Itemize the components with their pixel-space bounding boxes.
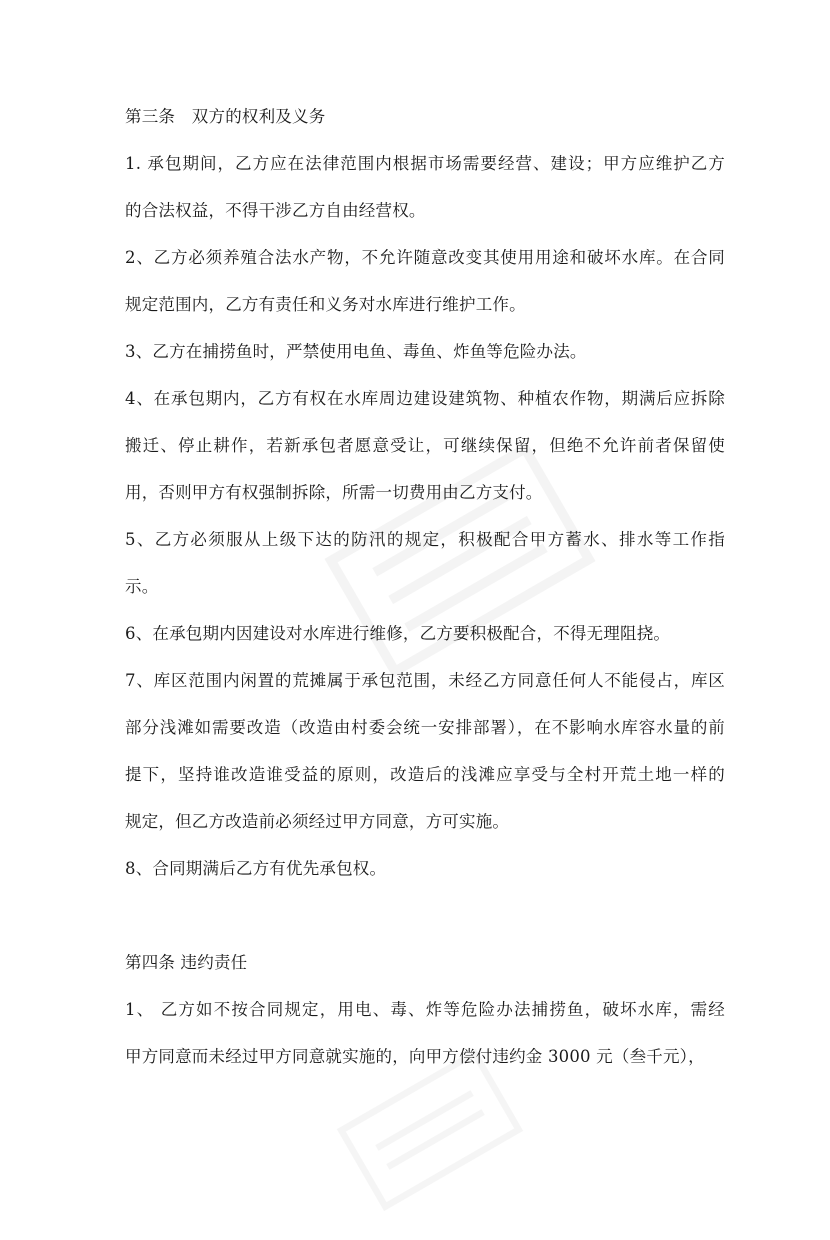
section-3-line-2: 的合法权益，不得干涉乙方自由经营权。 xyxy=(125,201,426,220)
section-3-line-7: 搬迁、停止耕作，若新承包者愿意受让，可继续保留，但绝不允许前者保留使 xyxy=(125,436,725,455)
section-3-line-16: 8、合同期满后乙方有优先承包权。 xyxy=(125,859,387,878)
section-4-heading: 第四条 违约责任 xyxy=(125,953,248,972)
section-3-line-13: 部分浅滩如需要改造（改造由村委会统一安排部署），在不影响水库容水量的前 xyxy=(125,718,725,737)
section-3-line-4: 规定范围内，乙方有责任和义务对水库进行维护工作。 xyxy=(125,295,526,314)
section-3-line-11: 6、在承包期内因建设对水库进行维修，乙方要积极配合，不得无理阻挠。 xyxy=(125,624,671,643)
section-3-line-10: 示。 xyxy=(125,577,159,596)
section-3-line-15: 规定，但乙方改造前必须经过甲方同意，方可实施。 xyxy=(125,812,510,831)
section-3-line-8: 用，否则甲方有权强制拆除，所需一切费用由乙方支付。 xyxy=(125,483,543,502)
section-3-heading: 第三条 双方的权利及义务 xyxy=(125,107,326,126)
section-4-line-1: 1、 乙方如不按合同规定，用电、毒、炸等危险办法捕捞鱼，破坏水库，需经 xyxy=(125,1000,725,1019)
section-3-line-14: 提下，坚持谁改造谁受益的原则，改造后的浅滩应享受与全村开荒土地一样的 xyxy=(125,765,725,784)
section-3-line-5: 3、乙方在捕捞鱼时，严禁使用电鱼、毒鱼、炸鱼等危险办法。 xyxy=(125,342,587,361)
section-3-line-1: 1. 承包期间，乙方应在法律范围内根据市场需要经营、建设；甲方应维护乙方 xyxy=(125,154,725,173)
section-3-line-9: 5、乙方必须服从上级下达的防汛的规定，积极配合甲方蓄水、排水等工作指 xyxy=(125,530,725,549)
section-3-line-6: 4、在承包期内，乙方有权在水库周边建设建筑物、种植农作物，期满后应拆除 xyxy=(125,389,725,408)
section-3-line-12: 7、库区范围内闲置的荒摊属于承包范围，未经乙方同意任何人不能侵占，库区 xyxy=(125,671,725,690)
section-3-line-3: 2、乙方必须养殖合法水产物，不允许随意改变其使用用途和破坏水库。在合同 xyxy=(125,248,725,267)
section-4-line-2: 甲方同意而未经过甲方同意就实施的，向甲方偿付违约金 3000 元（叁千元）， xyxy=(125,1047,705,1066)
